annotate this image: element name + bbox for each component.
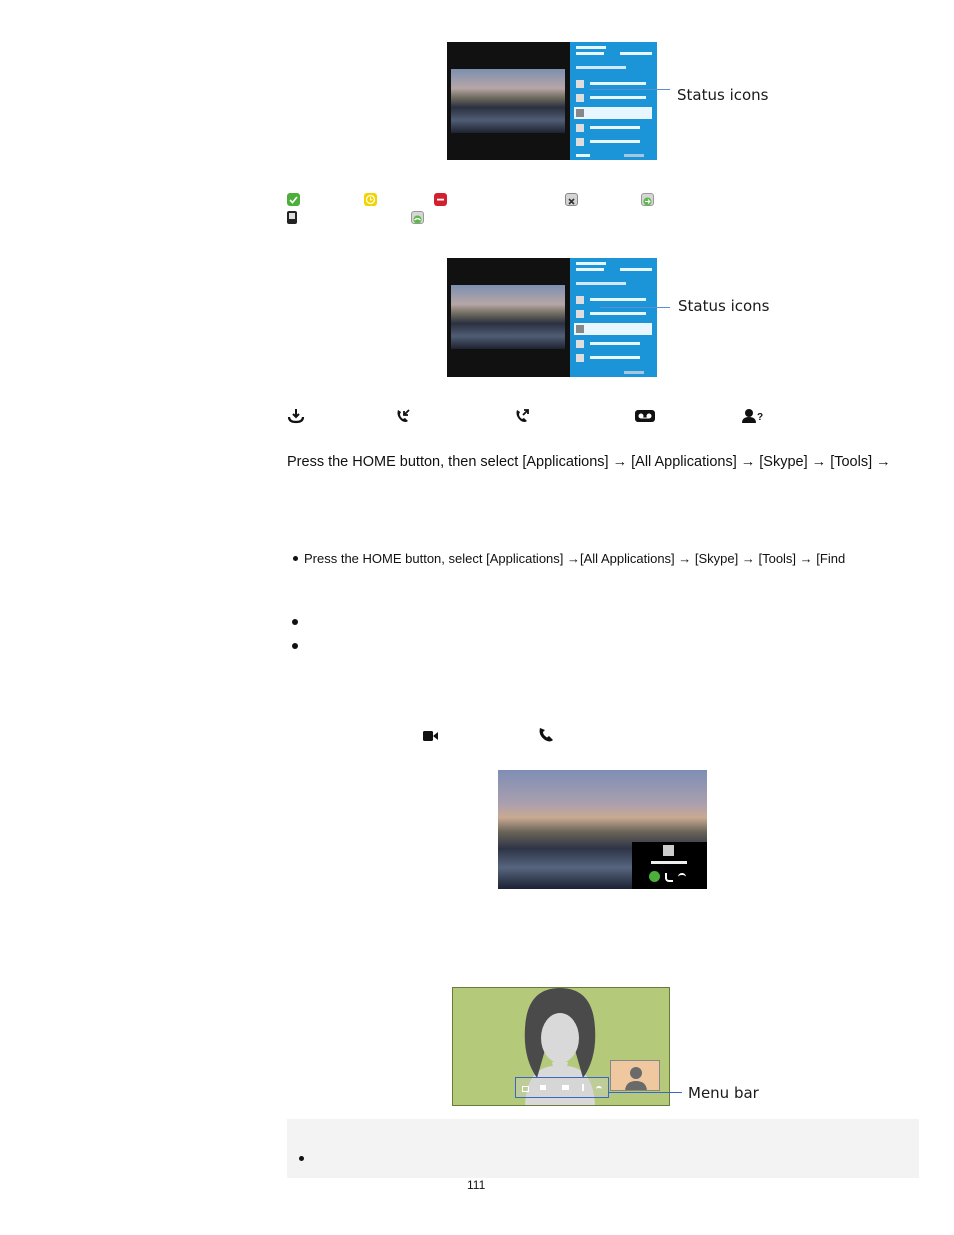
figure-video-call-screenshot [452,987,670,1106]
menu-bar[interactable] [515,1077,609,1098]
instruction-text: Press the HOME button, then select [Applications] → [All Applications] → [Skype] → [Tools] → [287,454,891,470]
voice-call-icon [538,727,554,748]
figure-contacts-screenshot-1 [447,42,657,160]
page-number: 111 [467,1178,486,1192]
contact-request-icon [741,408,765,429]
mobile-icon [287,211,297,224]
decline-call-icon [678,873,686,879]
call-forwarding-icon [641,193,654,206]
video-call-icon [423,729,439,747]
figure-contacts-screenshot-2 [447,258,657,377]
self-view-thumbnail [610,1060,660,1091]
svg-text:?: ? [757,412,764,423]
menu-bar-leader [608,1092,682,1093]
do-not-disturb-icon [434,193,447,206]
bullet-dot [292,643,298,649]
voicemail-in-icon [287,408,305,429]
bullet-instruction-text: Press the HOME button, select [Applications] →[All Applications] → [Skype] → [Tools] → [Find [304,551,846,566]
status-icons-callout-1: Status icons [677,86,769,104]
answer-voice-icon [665,873,673,882]
voicemail-icon [634,408,656,429]
menu-bar-icon[interactable] [540,1085,546,1090]
offline-icon [565,193,578,206]
answer-video-icon [649,871,660,882]
status-icons-leader-1 [590,89,670,90]
incoming-call-icon [395,408,411,429]
video-toggle-icon[interactable] [562,1085,569,1090]
note-box [287,1119,919,1178]
online-icon [287,193,300,206]
mic-icon[interactable] [582,1084,584,1091]
landscape-photo [451,285,565,349]
away-icon [364,193,377,206]
skype-out-icon [411,211,424,224]
bullet-dot [299,1156,304,1161]
caller-avatar [663,845,674,856]
bullet-dot [293,556,298,561]
menu-bar-callout: Menu bar [688,1084,759,1102]
status-icons-callout-2: Status icons [678,297,770,315]
contact-list-panel [570,42,657,160]
figure-incoming-call-screenshot [498,770,707,889]
incoming-call-dialog [632,842,707,889]
hang-up-icon[interactable] [596,1086,602,1091]
status-icons-leader-2 [600,307,670,308]
outgoing-call-icon [514,408,530,429]
menu-bar-icon[interactable] [522,1086,529,1092]
bullet-dot [292,619,298,625]
call-history-panel [570,258,657,377]
landscape-photo [451,69,565,133]
